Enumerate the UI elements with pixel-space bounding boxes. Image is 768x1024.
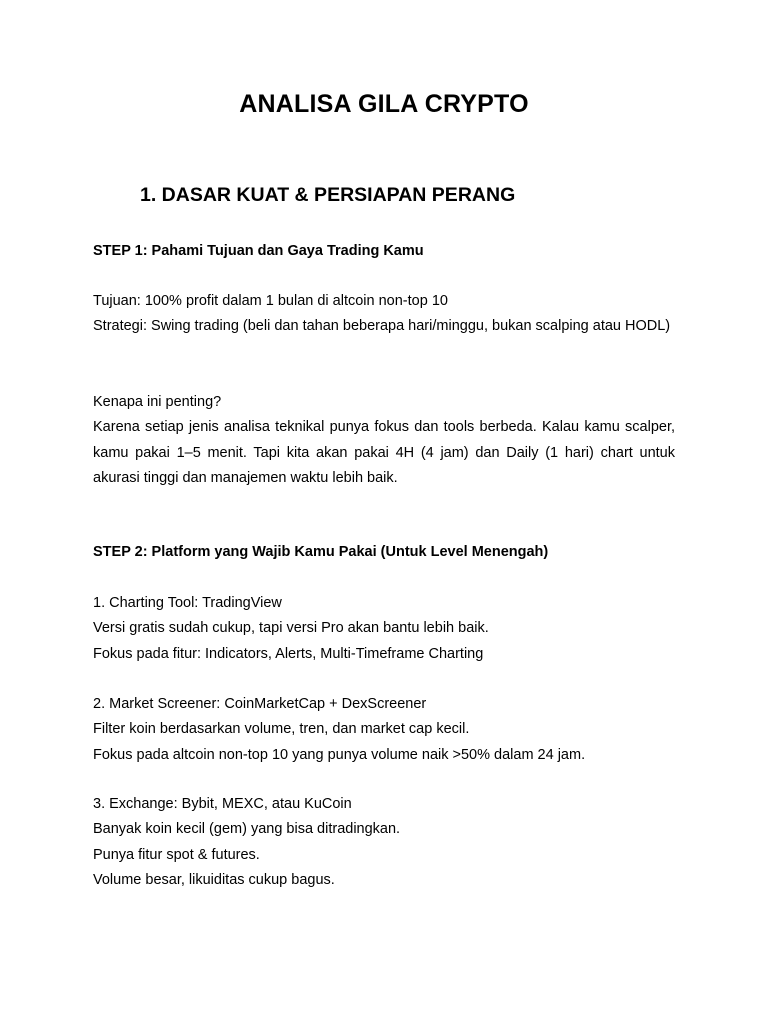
goal-text: Tujuan: 100% profit dalam 1 bulan di altcoin non-top 10 <box>93 293 448 309</box>
platform-item-line: Banyak koin kecil (gem) yang bisa ditradingkan. <box>93 821 401 838</box>
strategy-text: Strategi: Swing trading (beli dan tahan beberapa hari/minggu, bukan scalping atau HODL) <box>93 318 671 335</box>
section-heading: 1. DASAR KUAT & PERSIAPAN PERANG <box>140 184 516 206</box>
platform-item-title: 2. Market Screener: CoinMarketCap + DexScreener <box>93 696 427 712</box>
platform-item-line: Fokus pada fitur: Indicators, Alerts, Multi-Timeframe Charting <box>93 645 484 662</box>
platform-item <box>93 692 675 768</box>
platform-item-title: 3. Exchange: Bybit, MEXC, atau KuCoin <box>93 796 352 812</box>
platform-item <box>93 792 675 893</box>
platform-item-line: Fokus pada altcoin non-top 10 yang punya volume naik >50% dalam 24 jam. <box>93 746 586 763</box>
step1-heading: STEP 1: Pahami Tujuan dan Gaya Trading Kamu <box>93 243 424 259</box>
platform-item-line: Versi gratis sudah cukup, tapi versi Pro akan bantu lebih baik. <box>93 620 489 637</box>
step1-goal-strategy <box>93 289 675 340</box>
platform-item-line: Filter koin berdasarkan volume, tren, dan market cap kecil. <box>93 721 470 738</box>
platform-item <box>93 591 675 667</box>
why-answer: Karena setiap jenis analisa teknikal punya fokus dan tools berbeda. Kalau kamu scalper, kamu pakai 1–5 menit. Tapi kita akan pakai 4H (4 jam) dan Daily (1 hari) chart untuk akurasi tinggi dan manajemen waktu lebih baik. <box>93 419 675 486</box>
document-title: ANALISA GILA CRYPTO <box>239 90 529 118</box>
why-question: Kenapa ini penting? <box>93 394 222 410</box>
platform-item-title: 1. Charting Tool: TradingView <box>93 595 282 611</box>
platform-item-line: Punya fitur spot & futures. <box>93 846 260 863</box>
step2-heading: STEP 2: Platform yang Wajib Kamu Pakai (Untuk Level Menengah) <box>93 544 549 560</box>
platform-item-line: Volume besar, likuiditas cukup bagus. <box>93 871 335 888</box>
step1-why-block <box>93 390 675 491</box>
